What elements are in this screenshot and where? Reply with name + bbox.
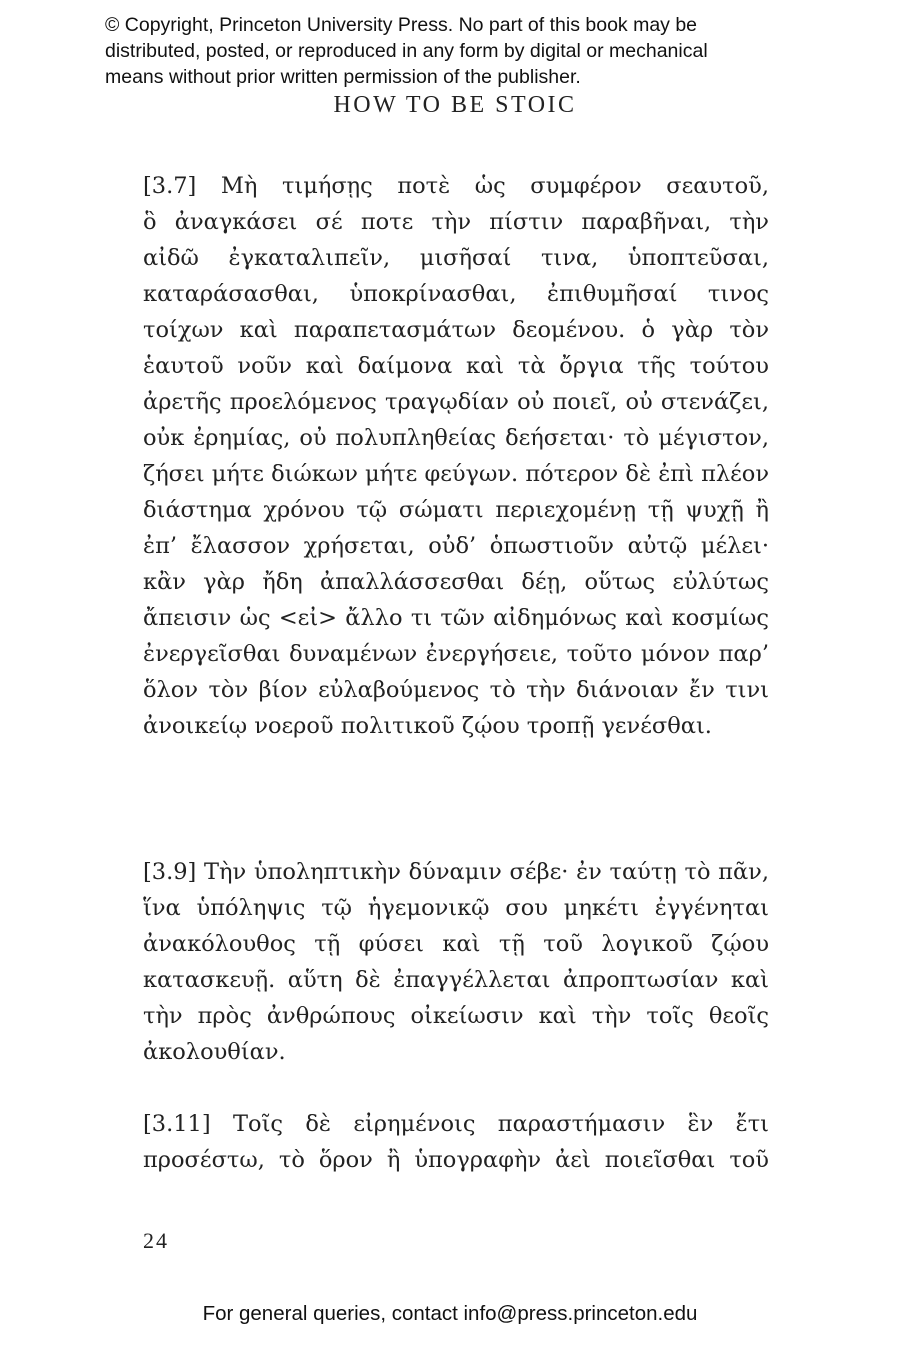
passage-3-7	[143, 168, 769, 744]
text-line: τοίχων καὶ παραπετασμάτων δεομένου. ὁ γὰρ τὸν	[143, 317, 769, 343]
text-line: κἂν γὰρ ἤδη ἀπαλλάσσεσθαι δέῃ, οὕτως εὐλύτως	[143, 569, 769, 595]
text-line: καταράσασθαι, ὑποκρίνασθαι, ἐπιθυμῆσαί τινος	[143, 281, 769, 307]
text-line: προσέστω, τὸ ὅρον ἢ ὑπογραφὴν ἀεὶ ποιεῖσθαι τοῦ	[143, 1147, 769, 1173]
passage-3-9	[143, 854, 769, 1070]
text-line: ἀρετῆς προελόμενος τραγῳδίαν οὐ ποιεῖ, οὐ στενάζει,	[143, 389, 769, 415]
text-line: τὴν πρὸς ἀνθρώπους οἰκείωσιν καὶ τὴν τοῖς θεοῖς	[143, 1003, 769, 1029]
text-line: ζήσει μήτε διώκων μήτε φεύγων. πότερον δὲ ἐπὶ πλέον	[143, 461, 769, 487]
copyright-line: distributed, posted, or reproduced in any form by digital or mechanical	[105, 40, 708, 62]
text-line: ἵνα ὑπόληψις τῷ ἡγεμονικῷ σου μηκέτι ἐγγένηται	[143, 895, 769, 921]
text-line: ἀνοικείῳ νοεροῦ πολιτικοῦ ζῴου τροπῇ γενέσθαι.	[143, 713, 712, 739]
text-line: ἄπεισιν ὡς <εἰ> ἄλλο τι τῶν αἰδημόνως καὶ κοσμίως	[143, 605, 769, 631]
page-number: 24	[143, 1228, 169, 1253]
text-line: [3.9] Τὴν ὑποληπτικὴν δύναμιν σέβε· ἐν ταύτῃ τὸ πᾶν,	[143, 859, 769, 885]
text-line: ἐνεργεῖσθαι δυναμένων ἐνεργήσειε, τοῦτο μόνον παρ’	[143, 641, 769, 667]
text-line: [3.7] Μὴ τιμήσῃς ποτὲ ὡς συμφέρον σεαυτοῦ,	[143, 173, 769, 199]
copyright-notice	[105, 12, 825, 90]
running-head: HOW TO BE STOIC	[333, 92, 577, 118]
copyright-line: © Copyright, Princeton University Press. No part of this book may be	[105, 14, 698, 36]
text-line: ἀκολουθίαν.	[143, 1039, 286, 1065]
text-line: ὃ ἀναγκάσει σέ ποτε τὴν πίστιν παραβῆναι, τὴν	[143, 209, 769, 235]
passage-3-11	[143, 1106, 769, 1178]
text-line: ὅλον τὸν βίον εὐλαβούμενος τὸ τὴν διάνοιαν ἔν τινι	[143, 677, 769, 703]
copyright-line: means without prior written permission of the publisher.	[105, 66, 581, 88]
text-line: αἰδῶ ἐγκαταλιπεῖν, μισῆσαί τινα, ὑποπτεῦσαι,	[143, 245, 769, 271]
text-line: [3.11] Τοῖς δὲ εἰρημένοις παραστήμασιν ἓν ἔτι	[143, 1111, 769, 1137]
text-line: ἑαυτοῦ νοῦν καὶ δαίμονα καὶ τὰ ὄργια τῆς τούτου	[143, 353, 769, 379]
text-line: διάστημα χρόνου τῷ σώματι περιεχομένῃ τῇ ψυχῇ ἢ	[143, 497, 769, 523]
text-line: ἀνακόλουθος τῇ φύσει καὶ τῇ τοῦ λογικοῦ ζῴου	[143, 931, 769, 957]
text-line: οὐκ ἐρημίας, οὐ πολυπληθείας δεήσεται· τὸ μέγιστον,	[143, 425, 769, 451]
text-line: ἐπ’ ἔλασσον χρήσεται, οὐδ’ ὁπωστιοῦν αὐτῷ μέλει·	[143, 533, 769, 559]
text-line: κατασκευῇ. αὕτη δὲ ἐπαγγέλλεται ἀπροπτωσίαν καὶ	[143, 967, 769, 993]
footer-contact: For general queries, contact info@press.princeton.edu	[202, 1302, 698, 1325]
